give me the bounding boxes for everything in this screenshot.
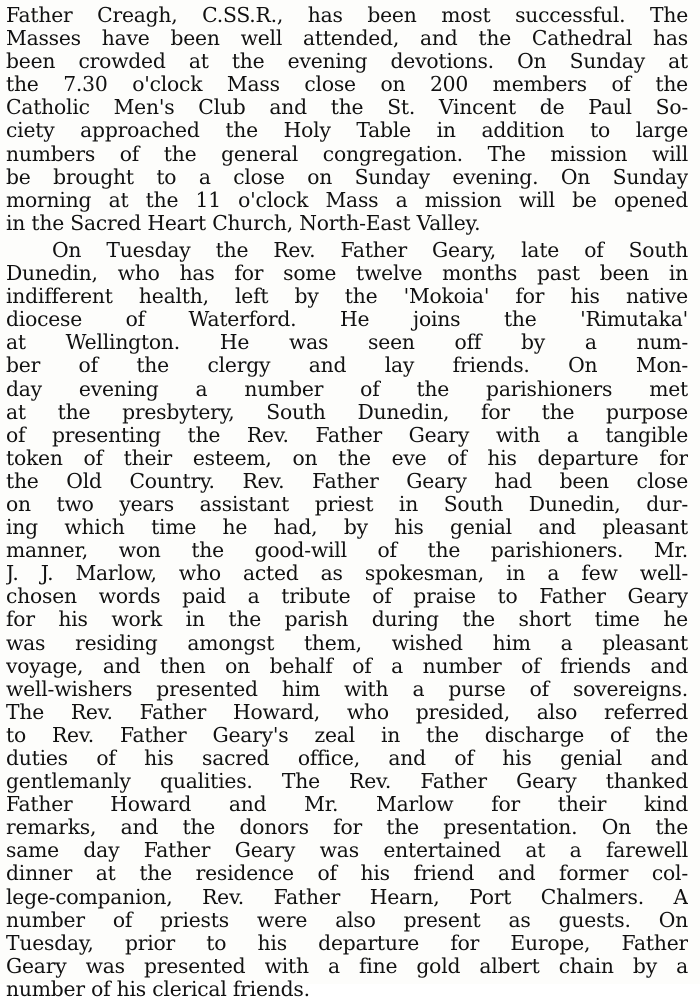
text-line: chosen words paid a tribute of praise to Father Geary	[6, 585, 688, 609]
text-line: J. J. Marlow, who acted as spokesman, in a few well-	[6, 562, 688, 586]
text-line: token of their esteem, on the eve of his departure for	[6, 446, 688, 470]
text-line: been crowded at the evening devotions. On Sunday at	[6, 50, 688, 74]
text-line: of presenting the Rev. Father Geary with a tangible	[6, 423, 688, 447]
text-line: on two years assistant priest in South Dunedin, dur-	[6, 492, 688, 516]
text-line: voyage, and then on behalf of a number of friends and	[6, 654, 688, 678]
text-line: same day Father Geary was entertained at a farewell	[6, 839, 688, 863]
text-line: ciety approached the Holy Table in addition to large	[6, 119, 688, 143]
text-line: Tuesday, prior to his departure for Europe, Father	[6, 931, 688, 955]
text-line: indifferent health, left by the 'Mokoia' for his native	[6, 285, 688, 309]
text-line: Father Creagh, C.SS.R., has been most successful. The	[6, 4, 688, 27]
text-line: On Tuesday the Rev. Father Geary, late of South	[52, 238, 688, 262]
text-line: be brought to a close on Sunday evening. On Sunday	[6, 165, 688, 189]
text-line: the Old Country. Rev. Father Geary had been close	[6, 469, 688, 493]
text-line: Masses have been well attended, and the Cathedral has	[6, 27, 688, 51]
text-line: Dunedin, who has for some twelve months past been in	[6, 262, 688, 286]
text-line: ber of the clergy and lay friends. On Mon-	[6, 354, 688, 378]
text-line: lege-companion, Rev. Father Hearn, Port Chalmers. A	[6, 885, 688, 909]
text-line: morning at the 11 o'clock Mass a mission will be opened	[6, 188, 688, 212]
text-line: manner, won the good-will of the parishioners. Mr.	[6, 539, 688, 563]
text-line: number of his clerical friends.	[6, 977, 310, 1001]
text-line: was residing amongst them, wished him a pleasant	[6, 631, 688, 655]
text-line: day evening a number of the parishioners met	[6, 377, 688, 401]
text-line: ing which time he had, by his genial and pleasant	[6, 516, 688, 540]
text-line: to Rev. Father Geary's zeal in the discharge of the	[6, 723, 688, 747]
text-line: Father Howard and Mr. Marlow for their kind	[6, 793, 688, 817]
text-line: number of priests were also present as guests. On	[6, 908, 688, 932]
article-body	[6, 4, 688, 1001]
text-line: duties of his sacred office, and of his genial and	[6, 747, 688, 770]
text-line: diocese of Waterford. He joins the 'Rimutaka'	[6, 308, 688, 332]
text-line: remarks, and the donors for the presentation. On the	[6, 816, 688, 840]
paragraph	[6, 4, 688, 235]
text-line: at Wellington. He was seen off by a num-	[6, 331, 688, 355]
paragraph	[6, 239, 688, 1001]
text-line: the 7.30 o'clock Mass close on 200 members of the	[6, 73, 688, 97]
text-line: well-wishers presented him with a purse of sovereigns.	[6, 677, 688, 701]
text-line: Geary was presented with a fine gold albert chain by a	[6, 954, 688, 978]
text-line: Catholic Men's Club and the St. Vincent de Paul So-	[6, 96, 688, 120]
text-line: in the Sacred Heart Church, North-East Valley.	[6, 211, 481, 235]
text-line: dinner at the residence of his friend and former col-	[6, 862, 688, 886]
text-line: for his work in the parish during the short time he	[6, 608, 688, 632]
text-line: The Rev. Father Howard, who presided, also referred	[6, 700, 688, 724]
text-line: gentlemanly qualities. The Rev. Father Geary thanked	[6, 770, 688, 794]
text-line: numbers of the general congregation. The mission will	[6, 142, 688, 166]
text-line: at the presbytery, South Dunedin, for the purpose	[6, 400, 688, 424]
